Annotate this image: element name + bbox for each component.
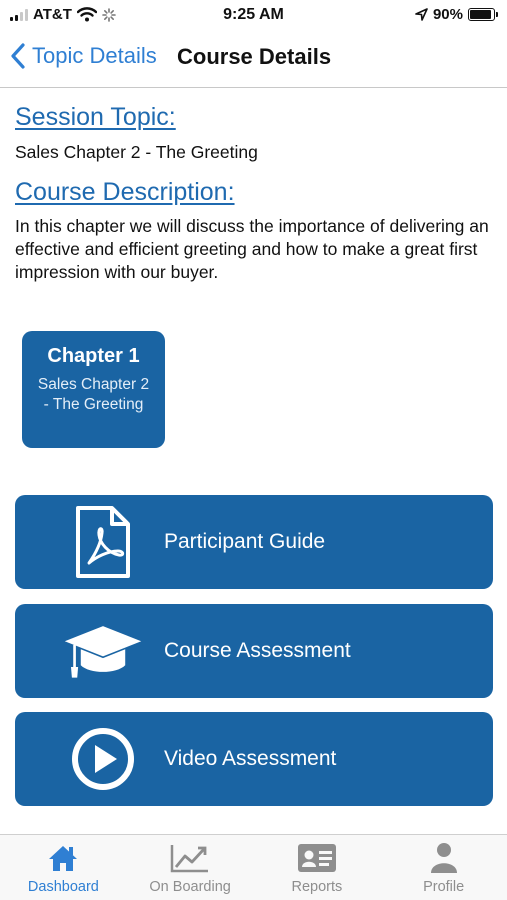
chevron-left-icon	[10, 42, 26, 70]
carrier-label: AT&T	[33, 6, 72, 23]
course-description-text: In this chapter we will discuss the importance of delivering an effective and efficient greeting and how to make a great first impression with our buyer.	[15, 216, 489, 282]
id-card-icon	[254, 842, 381, 874]
back-button[interactable]	[10, 42, 157, 70]
chapter-card[interactable]	[22, 331, 165, 448]
person-icon	[380, 842, 507, 874]
battery-icon	[468, 8, 495, 21]
tab-on-boarding[interactable]	[127, 835, 254, 900]
session-topic-text: Sales Chapter 2 - The Greeting	[15, 142, 258, 162]
back-label: Topic Details	[32, 43, 157, 68]
tab-profile-label: Profile	[423, 879, 465, 895]
chapter-subtitle: Sales Chapter 2 - The Greeting	[37, 376, 150, 413]
tab-dashboard-label: Dashboard	[27, 879, 99, 895]
video-assessment-label: Video Assessment	[164, 747, 337, 770]
course-description-heading: Course Description:	[15, 178, 235, 206]
play-circle-icon	[63, 722, 143, 796]
tab-bar	[0, 834, 507, 900]
course-assessment-button[interactable]	[15, 604, 493, 698]
status-time: 9:25 AM	[223, 6, 284, 23]
line-chart-icon	[127, 842, 254, 874]
chapter-title: Chapter 1	[47, 345, 140, 367]
participant-guide-label: Participant Guide	[164, 530, 326, 553]
home-icon	[0, 842, 127, 874]
participant-guide-button[interactable]	[15, 495, 493, 589]
status-bar	[0, 0, 507, 32]
tab-on-boarding-label: On Boarding	[149, 879, 231, 895]
status-right	[415, 6, 495, 23]
pdf-document-icon	[63, 505, 143, 579]
tab-reports[interactable]	[254, 835, 381, 900]
tab-reports-label: Reports	[291, 879, 343, 895]
video-assessment-button[interactable]	[15, 712, 493, 806]
session-topic-heading: Session Topic:	[15, 103, 176, 131]
battery-percent: 90%	[432, 6, 463, 23]
navigation-bar	[0, 32, 507, 88]
location-arrow-icon	[415, 8, 428, 21]
graduation-cap-icon	[63, 614, 143, 688]
tab-dashboard[interactable]	[0, 835, 127, 900]
course-assessment-label: Course Assessment	[164, 639, 351, 662]
tab-profile[interactable]	[380, 835, 507, 900]
page-title: Course Details	[177, 44, 332, 69]
